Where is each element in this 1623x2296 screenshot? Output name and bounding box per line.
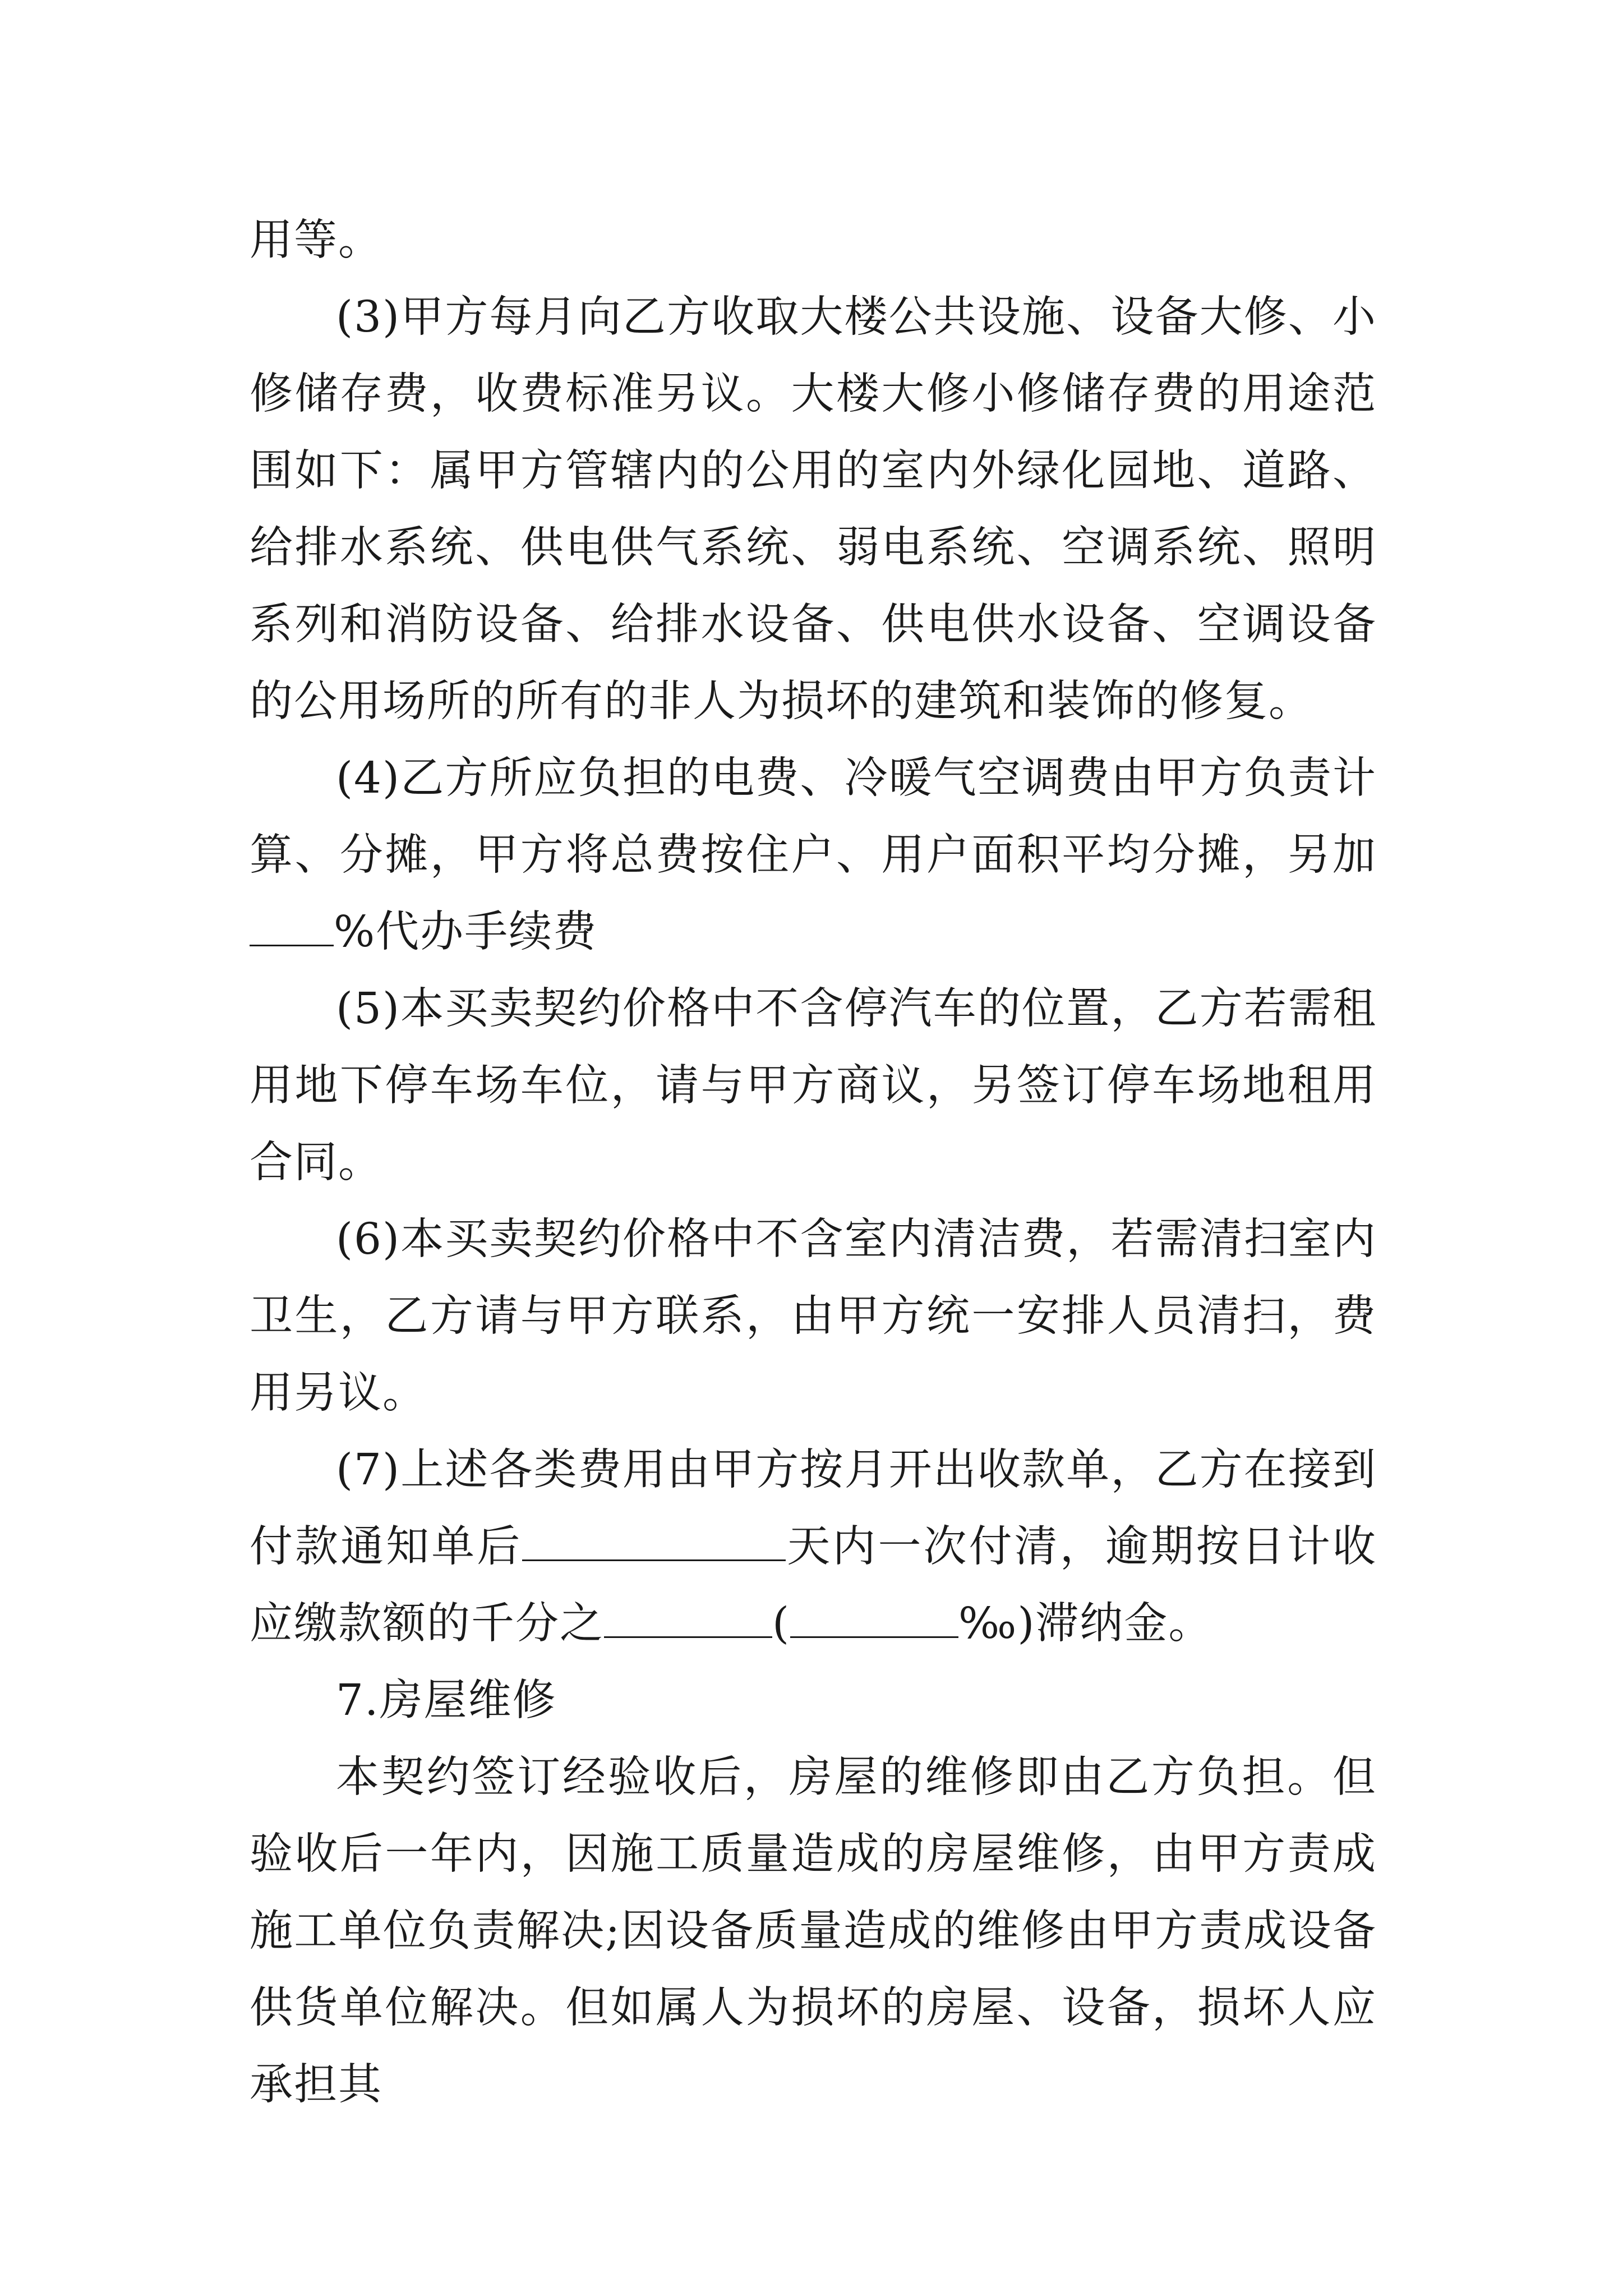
clause-7-payment	[250, 1432, 1377, 1662]
clause-7-text-c: (	[772, 1599, 791, 1649]
clause-4-electricity-fee	[250, 740, 1377, 970]
fill-in-blank-per-thousand[interactable]	[604, 1597, 772, 1638]
paragraph-continuation: 用等。	[250, 215, 382, 265]
fill-in-blank-percent[interactable]	[250, 905, 334, 946]
document-page	[250, 202, 1377, 2123]
fill-in-blank-permille[interactable]	[790, 1597, 958, 1638]
clause-5-parking: (5)本买卖契约价格中不含停汽车的位置，乙方若需租用地下停车场车位，请与甲方商议，另签订停车场地租用合同。	[250, 984, 1377, 1188]
clause-7-text-a: (7)上述各类费用由甲方按月开出收款单，乙方在接到付款通知单后	[250, 1445, 1377, 1572]
section-7-body: 本契约签订经验收后，房屋的维修即由乙方负担。但验收后一年内，因施工质量造成的房屋维修，由甲方责成施工单位负责解决;因设备质量造成的维修由甲方责成设备供货单位解决。但如属人为损坏的房屋、设备，损坏人应承担其	[250, 1752, 1377, 2110]
clause-4-text-a: (4)乙方所应负担的电费、冷暖气空调费由甲方负责计算、分摊，甲方将总费按住户、用户面积平均分摊，另加	[250, 753, 1377, 880]
clause-7-text-d: ‰)滞纳金。	[958, 1599, 1213, 1649]
clause-3-repair-reserve-fee: (3)甲方每月向乙方收取大楼公共设施、设备大修、小修储存费，收费标准另议。大楼大修小修储存费的用途范围如下：属甲方管辖内的公用的室内外绿化园地、道路、给排水系统、供电供气系统、弱电系统、空调系统、照明系列和消防设备、给排水设备、供电供水设备、空调设备的公用场所的所有的非人为损坏的建筑和装饰的修复。	[250, 292, 1377, 726]
section-heading-house-repair: 7.房屋维修	[336, 1676, 557, 1726]
clause-6-cleaning: (6)本买卖契约价格中不含室内清洁费，若需清扫室内卫生，乙方请与甲方联系，由甲方统一安排人员清扫，费用另议。	[250, 1214, 1377, 1418]
clause-4-text-b: %代办手续费	[334, 907, 598, 957]
clause-7-text-b: 天内一次付清，逾期按日计收应缴款额的千分之	[250, 1522, 1377, 1649]
fill-in-blank-days[interactable]	[522, 1520, 786, 1561]
